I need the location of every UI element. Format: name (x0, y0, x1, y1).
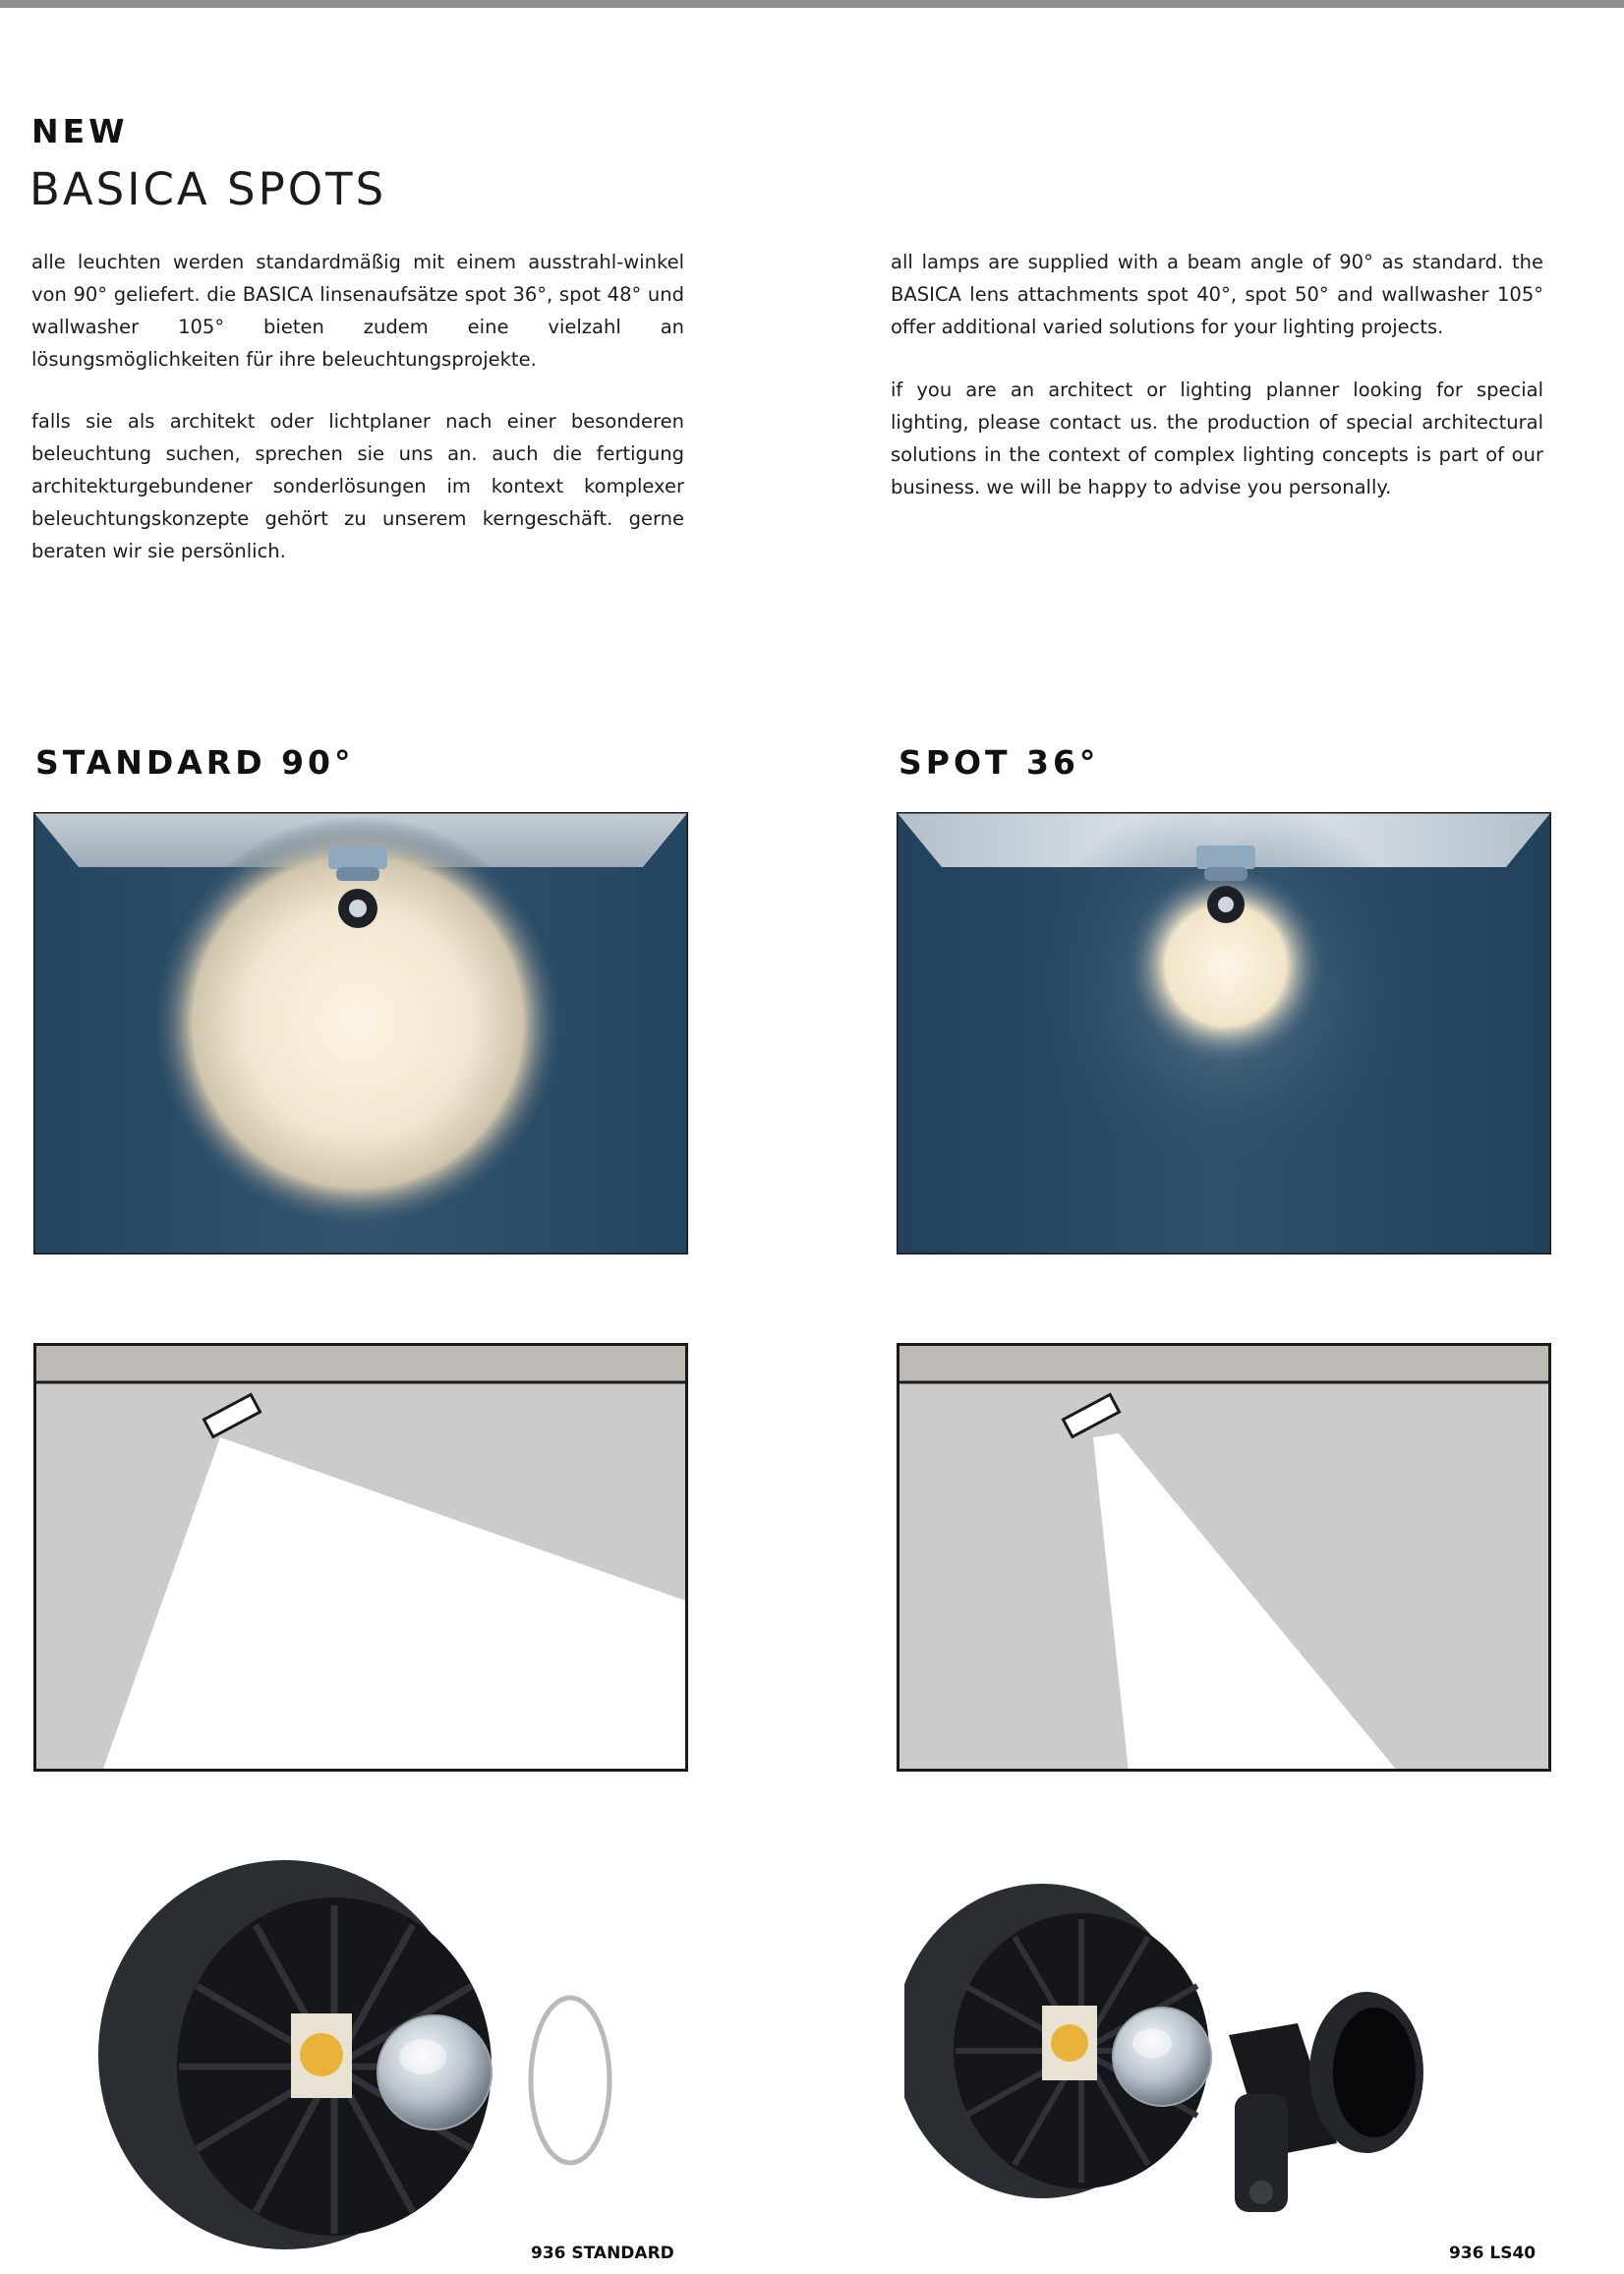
product-image-spot (904, 1848, 1593, 2251)
beam-diagram-spot (897, 1343, 1551, 1772)
english-paragraph-2: if you are an architect or lighting planner looking for special lighting, please contact us. the production of special architectural solutions in the context of complex lighting concepts is part of our business. we will be happy to advise you personally. (891, 379, 1543, 498)
photo-spot-beam (897, 812, 1551, 1254)
product-image-standard (98, 1848, 786, 2251)
page-title: BASICA SPOTS (29, 163, 387, 215)
top-rule (0, 0, 1624, 8)
german-paragraph-2: falls sie als architekt oder lichtplaner nach einer besonderen beleuchtung suchen, sprechen sie uns an. auch die fertigung architekturgebundener sonderlösungen im kontext komplexer beleuchtungskonzepte gehört zu unserem kerngeschäft. gerne beraten wir sie persönlich. (31, 410, 684, 562)
product-caption-spot: 936 LS40 (1449, 2244, 1537, 2263)
section-heading-standard: STANDARD 90° (35, 743, 355, 782)
kicker-label: NEW (31, 112, 129, 150)
beam-diagram-standard (33, 1343, 688, 1772)
english-paragraph-1: all lamps are supplied with a beam angle of 90° as standard. the BASICA lens attachments spot 40°, spot 50° and wallwasher 105° offer additional varied solutions for your lighting projects. (891, 251, 1543, 338)
product-caption-standard: 936 STANDARD (531, 2244, 674, 2263)
section-heading-spot: SPOT 36° (899, 743, 1100, 782)
photo-standard-beam (33, 812, 688, 1254)
german-paragraph-1: alle leuchten werden standardmäßig mit einem ausstrahl-winkel von 90° geliefert. die BASICA linsenaufsätze spot 36°, spot 48° und wallwasher 105° bieten zudem eine vielzahl an lösungsmöglichkeiten für ihre beleuchtungsprojekte. (31, 251, 684, 371)
